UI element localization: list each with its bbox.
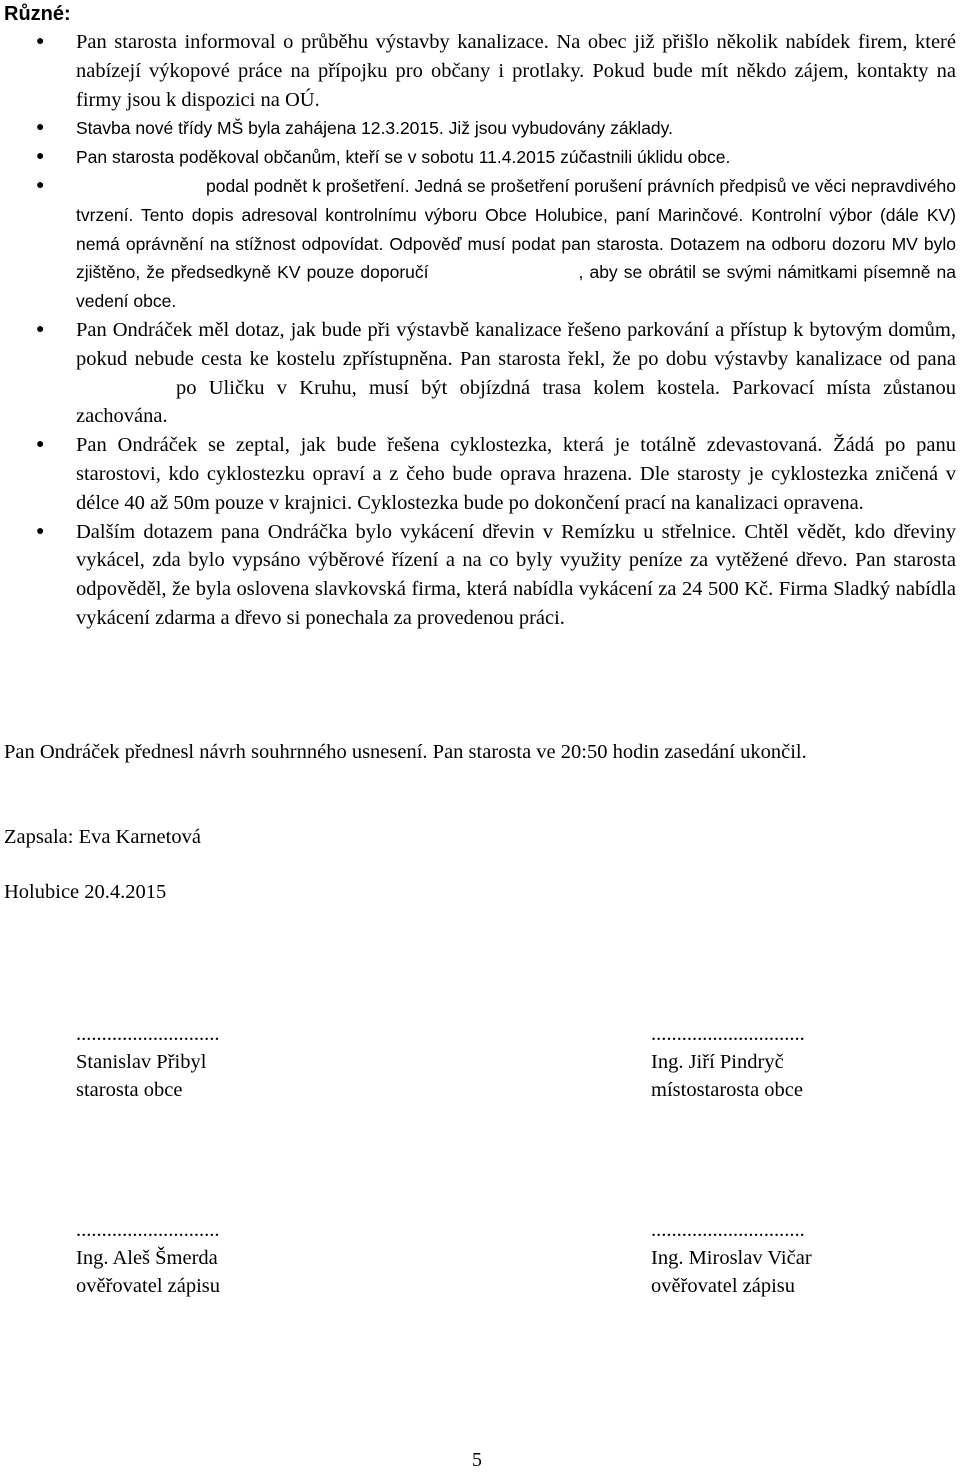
item-text [76, 316, 956, 431]
list-item [0, 316, 960, 431]
signature-line: .............................. [651, 1023, 805, 1045]
signature-line: ............................ [76, 1219, 220, 1241]
list-item [0, 431, 960, 517]
item-text: Stavba nové třídy MŠ byla zahájena 12.3.2015. Již jsou vybudovány základy. [76, 118, 673, 139]
item-text [76, 172, 956, 316]
item-text: Dalším dotazem pana Ondráčka bylo vykácení dřevin v Remízku u střelnice. Chtěl vědět, kdo dřeviny vykácel, zda bylo vypsáno výběrové řízení a na co byly využity peníze za vytěžené dřevo. Pan starosta odpověděl, že byla oslovena slavkovská firma, která nabídla vykácení za 24 500 Kč. Firma Sladký nabídla vykácení zdarma a dřevo si ponechala za provedenou práci. [76, 520, 956, 629]
bullet-icon: ● [36, 523, 45, 539]
item-text-part: po Uličku v Kruhu, musí být objízdná trasa kolem kostela. Parkovací místa zůstanou zachována. [76, 376, 956, 428]
list-item [0, 518, 960, 633]
list-item [0, 143, 960, 172]
signature-block [651, 1216, 812, 1300]
recorder-line: Zapsala: Eva Karnetová [4, 826, 201, 848]
signer-name: Ing. Miroslav Vičar [651, 1247, 812, 1269]
signer-role: ověřovatel zápisu [76, 1275, 221, 1297]
item-text: Pan starosta informoval o průběhu výstavby kanalizace. Na obec již přišlo několik nabídek firem, které nabízejí výkopové práce na přípojku pro občany i protlaky. Pokud bude mít někdo zájem, kontakty na firmy jsou k dispozici na OÚ. [76, 31, 956, 111]
item-text: Pan starosta poděkoval občanům, kteří se v sobotu 11.4.2015 zúčastnili úklidu obce. [76, 147, 731, 168]
item-text-part: , aby se obrátil se svými námitkami písemně na vedení obce. [76, 262, 957, 312]
signer-name: Ing. Aleš Šmerda [76, 1247, 218, 1269]
signature-block [76, 1216, 220, 1300]
bullet-icon: ● [36, 149, 45, 165]
bullet-icon: ● [36, 177, 45, 193]
list-item [0, 172, 960, 316]
list-item [0, 114, 960, 143]
bullet-icon: ● [36, 437, 45, 453]
signer-name: Ing. Jiří Pindryč [651, 1051, 784, 1073]
place-date-line: Holubice 20.4.2015 [4, 881, 167, 903]
signer-role: místostarosta obce [651, 1079, 804, 1101]
closing-paragraph: Pan Ondráček přednesl návrh souhrnného usnesení. Pan starosta ve 20:50 hodin zasedání ukončil. [4, 741, 807, 763]
signature-line: ............................ [76, 1023, 220, 1045]
signer-name: Stanislav Přibyl [76, 1051, 207, 1073]
signature-line: .............................. [651, 1219, 805, 1241]
section-heading: Různé: [4, 3, 71, 25]
signature-block [651, 1020, 805, 1104]
bullet-icon: ● [36, 120, 45, 136]
item-list [0, 28, 960, 633]
item-text: Pan Ondráček se zeptal, jak bude řešena cyklostezka, která je totálně zdevastovaná. Žádá po panu starostovi, kdo cyklostezku opraví a z čeho bude oprava hrazena. Dle starosty je cyklostezka zničená v délce 40 až 50m pouze v krajnici. Cyklostezka bude po dokončení prací na kanalizaci opravena. [76, 434, 956, 514]
signer-role: ověřovatel zápisu [651, 1275, 796, 1297]
item-text-part: podal podnět k prošetření. Jedná se prošetření porušení právních předpisů ve věci nepravdivého tvrzení. Tento dopis adresoval kontrolnímu výboru Obce Holubice, paní Marinčové. Kontrolní výbor (dále KV) nemá oprávnění na stížnost odpovídat. Odpověď musí podat pan starosta. Dotazem na odboru dozoru MV bylo zjištěno, že předsedkyně KV pouze doporučí [76, 175, 956, 283]
item-text-part: Pan Ondráček měl dotaz, jak bude při výstavbě kanalizace řešeno parkování a přístup k bytovým domům, pokud nebude cesta ke kostelu zpřístupněna. Pan starosta řekl, že po dobu výstavby kanalizace od pana [76, 318, 956, 370]
list-item [0, 28, 960, 114]
signature-block [76, 1020, 220, 1104]
bullet-icon: ● [36, 34, 45, 49]
bullet-icon: ● [36, 321, 45, 337]
page-number: 5 [472, 1449, 482, 1471]
signer-role: starosta obce [76, 1079, 183, 1101]
